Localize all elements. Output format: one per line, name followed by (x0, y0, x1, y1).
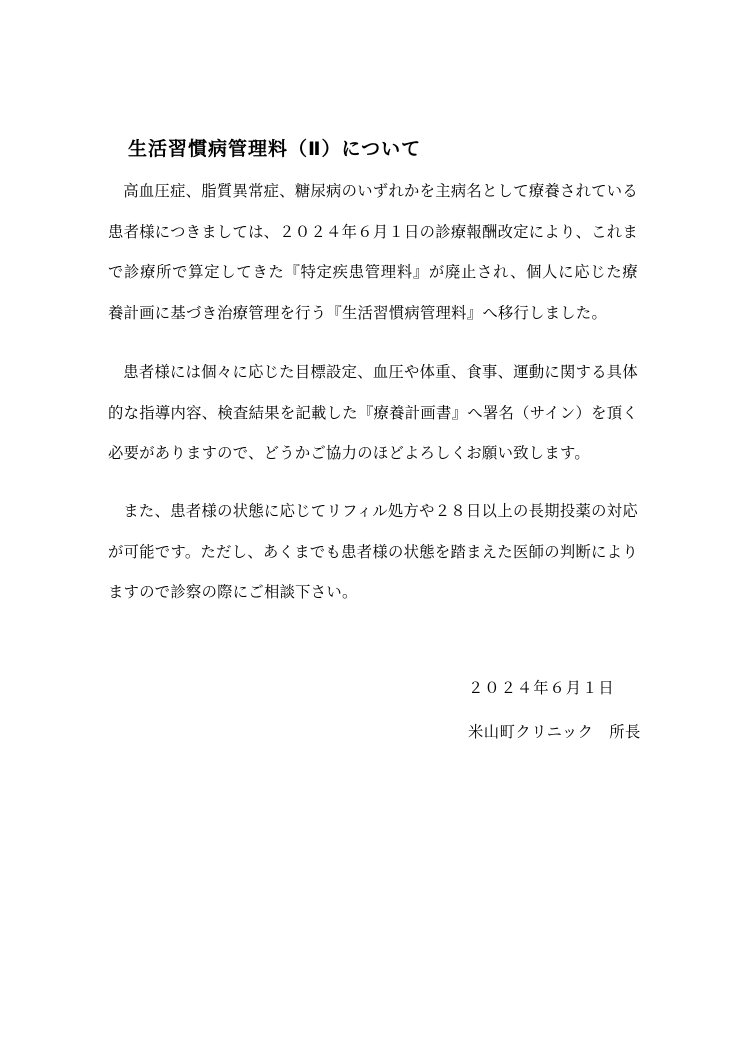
clinic-signature: 米山町クリニック 所長 (468, 723, 641, 741)
document-date: ２０２４年６月１日 (468, 679, 615, 697)
paragraph-refill-prescription: また、患者様の状態に応じてリフィル処方や２８日以上の長期投薬の対応が可能です。ただし、あくまでも患者様の状態を踏まえた医師の判断によりますので診察の際にご相談下さい。 (108, 502, 638, 601)
paragraph-care-plan-signature: 患者様には個々に応じた目標設定、血圧や体重、食事、運動に関する具体的な指導内容、検査結果を記載した『療養計画書』へ署名（サイン）を頂く必要がありますので、どうかご協力のほどよろしくお願い致します。 (108, 363, 638, 462)
document-title: 生活習慣病管理料（Ⅱ）について (128, 138, 422, 160)
paragraph-lifestyle-fee-transition: 高血圧症、脂質異常症、糖尿病のいずれかを主病名として療養されている患者様につきましては、２０２４年６月１日の診療報酬改定により、これまで診療所で算定してきた『特定疾患管理料』が廃止され、個人に応じた療養計画に基づき治療管理を行う『生活習慣病管理料』へ移行しました。 (108, 182, 638, 322)
